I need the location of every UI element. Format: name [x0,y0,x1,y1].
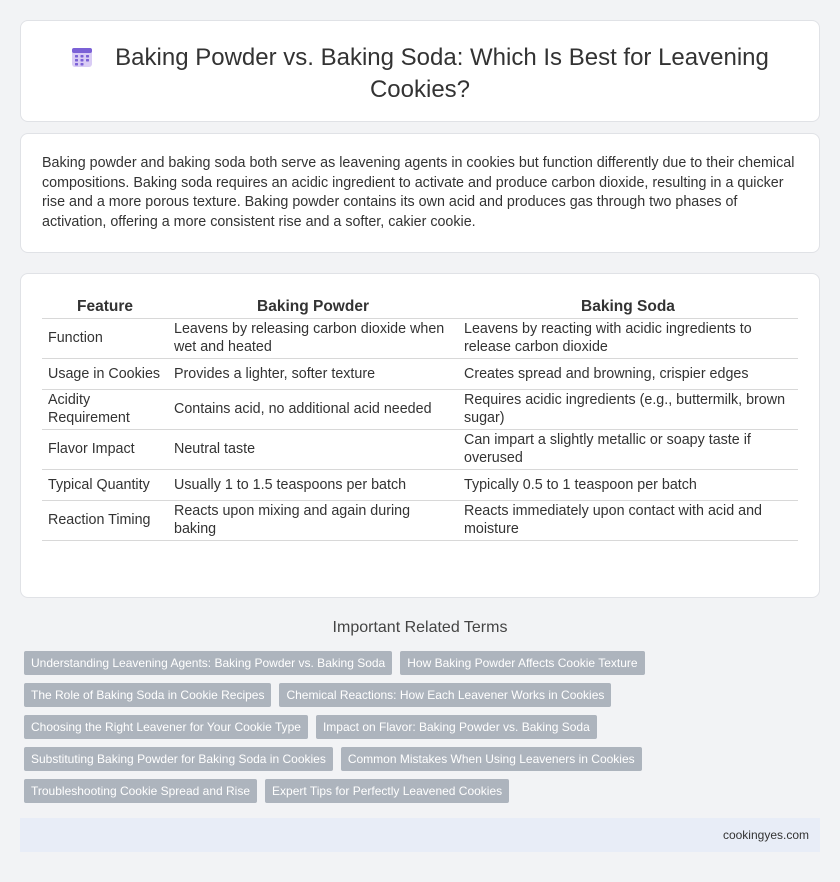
table-row [42,469,798,500]
row-feature: Acidity Requirement [42,389,168,429]
header-baking-powder: Baking Powder [168,295,458,318]
row-baking-soda: Leavens by reacting with acidic ingredients to release carbon dioxide [458,318,798,358]
row-feature: Typical Quantity [42,469,168,500]
table-row [42,318,798,358]
intro-paragraph: Baking powder and baking soda both serve as leavening agents in cookies but function differently due to their chemical compositions. Baking soda requires an acidic ingredient to activate and produce carbon dioxide, resulting in a quicker rise and a more porous texture. Baking powder contains its own acid and produces gas through two phases of activation, offering a more consistent rise and a softer, cakier cookie. [42,155,795,230]
row-feature: Reaction Timing [42,500,168,540]
row-baking-soda: Can impart a slightly metallic or soapy taste if overused [458,429,798,469]
related-term-tag[interactable]: The Role of Baking Soda in Cookie Recipes [24,683,271,707]
row-baking-powder: Provides a lighter, softer texture [168,358,458,389]
comparison-table [42,295,798,541]
comparison-card [20,273,820,598]
page-title: Baking Powder vs. Baking Soda: Which Is Best for Leavening Cookies? [115,44,769,103]
table-row [42,500,798,540]
table-row [42,429,798,469]
related-term-tag[interactable]: Expert Tips for Perfectly Leavened Cookies [265,779,509,803]
row-baking-powder: Usually 1 to 1.5 teaspoons per batch [168,469,458,500]
related-term-tag[interactable]: Impact on Flavor: Baking Powder vs. Baking Soda [316,715,597,739]
related-term-tag[interactable]: Substituting Baking Powder for Baking Soda in Cookies [24,747,333,771]
row-feature: Usage in Cookies [42,358,168,389]
footer-site-link[interactable]: cookingyes.com [722,828,809,842]
footer [20,818,820,852]
row-baking-soda: Creates spread and browning, crispier edges [458,358,798,389]
row-baking-soda: Reacts immediately upon contact with acid and moisture [458,500,798,540]
related-term-tag[interactable]: Understanding Leavening Agents: Baking Powder vs. Baking Soda [24,651,392,675]
row-feature: Flavor Impact [42,429,168,469]
table-header-row [42,295,798,318]
related-term-tag[interactable]: Chemical Reactions: How Each Leavener Works in Cookies [279,683,611,707]
related-term-tag[interactable]: Troubleshooting Cookie Spread and Rise [24,779,257,803]
header-feature: Feature [42,295,168,318]
row-baking-soda: Typically 0.5 to 1 teaspoon per batch [458,469,798,500]
table-row [42,358,798,389]
related-term-tag[interactable]: Common Mistakes When Using Leaveners in Cookies [341,747,642,771]
row-baking-soda: Requires acidic ingredients (e.g., buttermilk, brown sugar) [458,389,798,429]
related-term-tag[interactable]: Choosing the Right Leavener for Your Cookie Type [24,715,308,739]
row-baking-powder: Reacts upon mixing and again during baking [168,500,458,540]
intro-card [20,133,820,253]
calendar-icon [71,46,93,75]
table-row [42,389,798,429]
header-card [20,20,820,122]
header-baking-soda: Baking Soda [458,295,798,318]
related-terms-list [24,651,824,811]
page-title-wrap [61,43,779,104]
row-baking-powder: Neutral taste [168,429,458,469]
row-baking-powder: Leavens by releasing carbon dioxide when wet and heated [168,318,458,358]
related-terms-title: Important Related Terms [332,619,508,636]
row-feature: Function [42,318,168,358]
related-term-tag[interactable]: How Baking Powder Affects Cookie Texture [400,651,644,675]
row-baking-powder: Contains acid, no additional acid needed [168,389,458,429]
